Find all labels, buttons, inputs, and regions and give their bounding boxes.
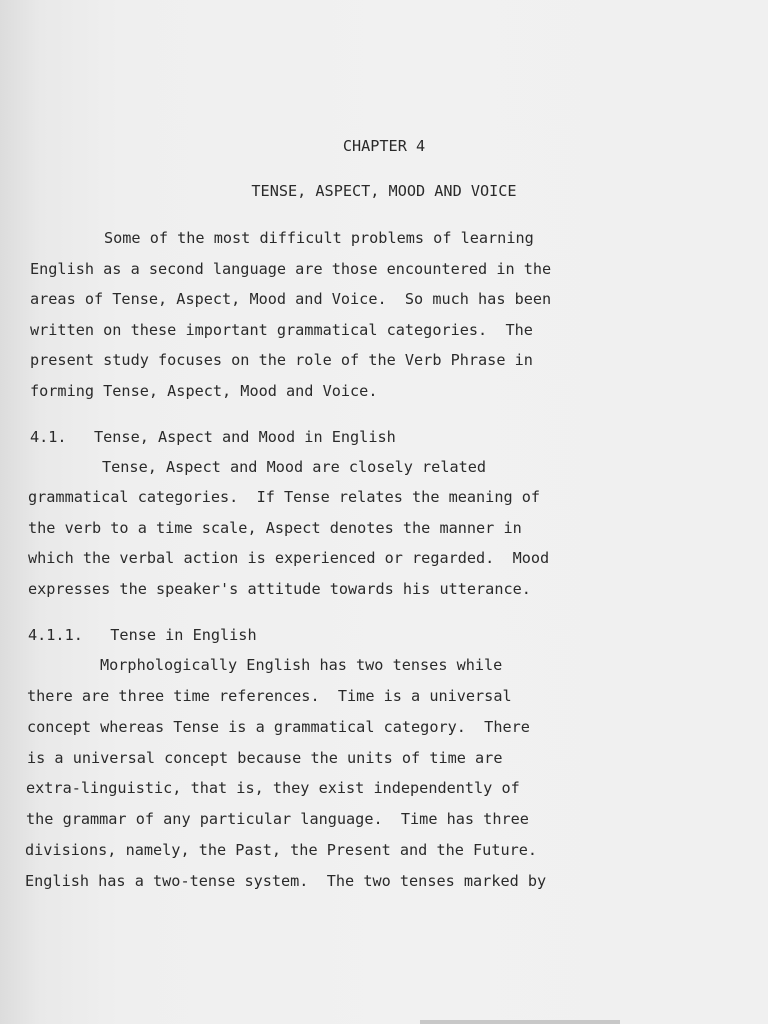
intro-line: forming Tense, Aspect, Mood and Voice. [30,382,378,400]
body-line: concept whereas Tense is a grammatical category. There [27,718,530,736]
body-line: English has a two-tense system. The two tenses marked by [25,872,547,890]
body-line: grammatical categories. If Tense relates the meaning of [28,488,541,506]
body-line: the grammar of any particular language. Time has three [26,810,529,828]
intro-line: written on these important grammatical categories. The [30,321,533,339]
intro-line: present study focuses on the role of the Verb Phrase in [30,351,533,369]
body-line: is a universal concept because the units of time are [27,749,503,767]
chapter-label: CHAPTER 4 [342,137,426,155]
chapter-title: TENSE, ASPECT, MOOD AND VOICE [251,182,517,200]
intro-line: areas of Tense, Aspect, Mood and Voice. So much has been [30,290,552,308]
body-line: Tense, Aspect and Mood are closely related [102,458,487,476]
section-heading: 4.1. Tense, Aspect and Mood in English [30,428,396,446]
section-heading: 4.1.1. Tense in English [28,626,257,644]
body-line: the verb to a time scale, Aspect denotes the manner in [28,519,522,537]
intro-line: English as a second language are those encountered in the [30,260,552,278]
body-line: Morphologically English has two tenses while [100,656,503,674]
body-line: which the verbal action is experienced or regarded. Mood [28,549,550,567]
body-line: extra-linguistic, that is, they exist independently of [26,779,520,797]
body-line: divisions, namely, the Past, the Present and the Future. [25,841,538,859]
body-line: expresses the speaker's attitude towards his utterance. [28,580,531,598]
body-line: there are three time references. Time is a universal [27,687,512,705]
intro-line: Some of the most difficult problems of learning [104,229,534,247]
page-edge-mark [420,1020,620,1024]
